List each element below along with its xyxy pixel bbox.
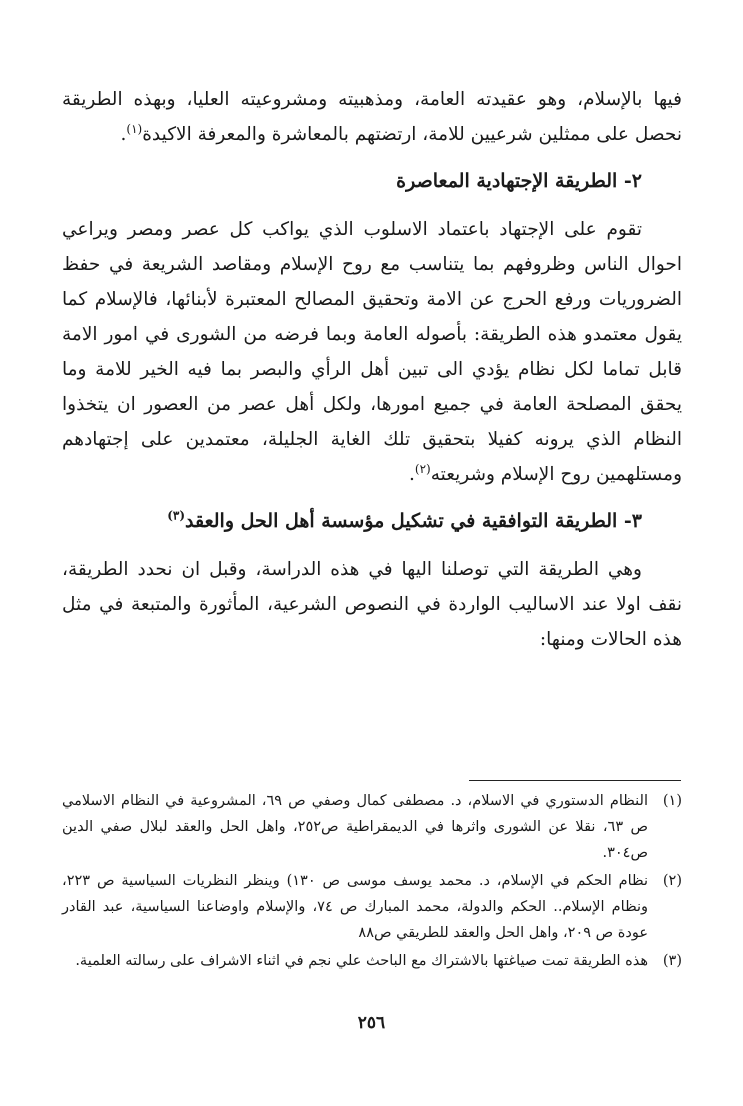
footnote-ref-1[interactable]: (١) <box>126 121 143 136</box>
paragraph-1-text: فيها بالإسلام، وهو عقيدته العامة، ومذهبيته ومشروعيته العليا، وبهذه الطريقة نحصل على ممثلين شرعيين للامة، ارتضتهم بالمعاشرة والمعرفة الاكيدة <box>62 89 682 145</box>
footnote-text: نظام الحكم في الإسلام، د. محمد يوسف موسى ص ١٣٠) وينظر النظريات السياسية ص ٢٢٣، ونظام الإسلام.. الحكم والدولة، محمد المبارك ص ٧٤، والإسلام واوضاعنا السياسية، عبد القادر عودة ص ٢٠٩، واهل الحل والعقد للطريقي ص٨٨ <box>62 873 649 941</box>
footnotes <box>62 788 682 976</box>
paragraph-2 <box>62 212 682 492</box>
footnote-number: (٢) <box>662 873 682 889</box>
section-heading-3 <box>62 504 682 538</box>
footnote-item <box>62 948 682 974</box>
paragraph-2-end: . <box>408 464 415 485</box>
footnote-number: (١) <box>662 793 682 809</box>
footnote-ref-2[interactable]: (٢) <box>414 461 431 476</box>
page-number: ٢٥٦ <box>357 1013 386 1033</box>
paragraph-3: وهي الطريقة التي توصلنا اليها في هذه الدراسة، وقبل ان نحدد الطريقة، نقف اولا عند الاساليب الواردة في النصوص الشرعية، المأثورة والمتبعة في مثل هذه الحالات ومنها: <box>62 559 682 650</box>
footnote-ref-3[interactable]: (٣) <box>167 508 186 523</box>
paragraph-2-text: تقوم على الإجتهاد باعتماد الاسلوب الذي يواكب كل عصر ومصر ويراعي احوال الناس وظروفهم بما يتناسب مع روح الإسلام ومقاصد الشريعة في حفظ الضروريات ورفع الحرج عن الامة وتحقيق المصالح المعتبرة لأبنائها، فالإسلام كما يقول معتمدو هذه الطريقة: بأصوله العامة وبما فرضه من الشورى في امور الامة قابل تماما لكل نظام يؤدي الى تبين أهل الرأي والبصر بما فيه الخير للامة وما يحقق المصلحة العامة في جميع امورها، ولكل أهل عصر من العصور ان يتخذوا النظام الذي يرونه كفيلا بتحقيق تلك الغاية الجليلة، معتمدين على إجتهادهم ومستلهمين روح الإسلام وشريعته <box>62 219 682 485</box>
section-heading-2: ٢- الطريقة الإجتهادية المعاصرة <box>396 170 642 192</box>
footnote-item <box>62 868 682 946</box>
footnote-text: هذه الطريقة تمت صياغتها بالاشتراك مع الباحث علي نجم في اثناء الاشراف على رسالته العلمية. <box>75 953 648 969</box>
footnote-number: (٣) <box>662 953 682 969</box>
page-body <box>62 82 682 657</box>
paragraph-1-end: . <box>120 124 127 145</box>
footnote-divider <box>469 780 681 781</box>
footnote-text: النظام الدستوري في الاسلام، د. مصطفى كمال وصفي ص ٦٩، المشروعية في النظام الاسلامي ص ٦٣، نقلا عن الشورى واثرها في الديمقراطية ص٢٥٢، واهل الحل والعقد لبلال صفي الدين ص٣٠٤. <box>62 793 649 861</box>
section-heading-3-text: ٣- الطريقة التوافقية في تشكيل مؤسسة أهل الحل والعقد <box>185 510 642 532</box>
paragraph-1 <box>62 82 682 152</box>
footnote-item <box>62 788 682 866</box>
